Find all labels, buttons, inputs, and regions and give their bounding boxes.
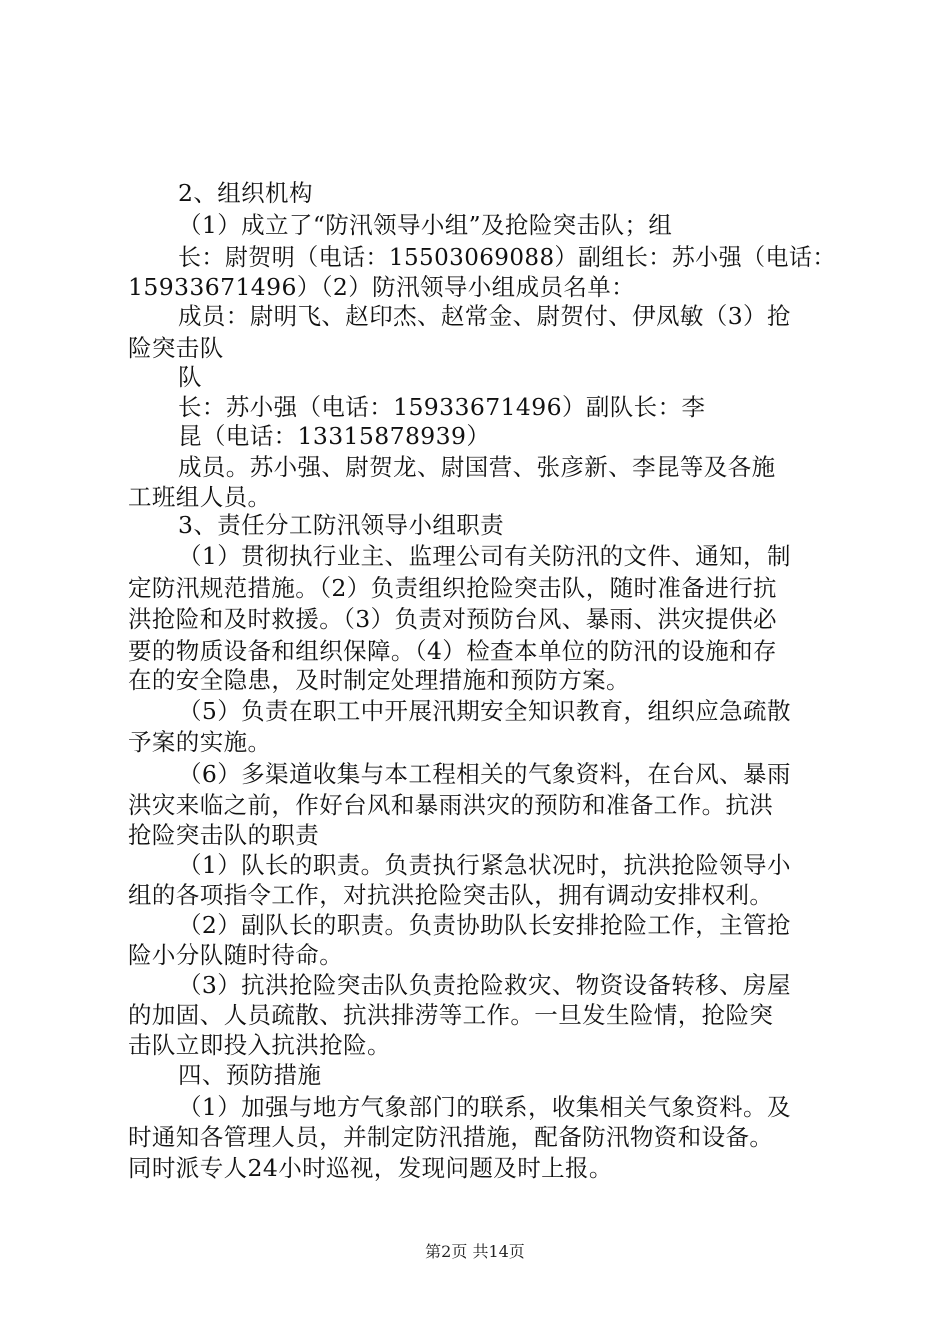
body-line: 在的安全隐患，及时制定处理措施和预防方案。 xyxy=(128,666,630,694)
body-line: 昆（电话：13315878939） xyxy=(178,422,491,450)
body-line: 同时派专人24小时巡视，发现问题及时上报。 xyxy=(128,1154,613,1182)
section-heading-prevention: 四、预防措施 xyxy=(178,1061,322,1089)
body-line: 成员。苏小强、尉贺龙、尉国营、张彦新、李昆等及各施 xyxy=(178,453,776,481)
body-line: 组的各项指令工作，对抗洪抢险突击队，拥有调动安排权利。 xyxy=(128,881,774,909)
body-line: （1）加强与地方气象部门的联系，收集相关气象资料。及 xyxy=(178,1093,791,1121)
body-line: （6）多渠道收集与本工程相关的气象资料，在台风、暴雨 xyxy=(178,760,791,788)
body-line: 的加固、人员疏散、抗洪排涝等工作。一旦发生险情，抢险突 xyxy=(128,1001,774,1029)
body-line: 要的物质设备和组织保障。（4）检查本单位的防汛的设施和存 xyxy=(128,637,777,665)
body-line: （1）成立了“防汛领导小组”及抢险突击队；组 xyxy=(178,211,673,239)
body-line: 洪抢险和及时救援。（3）负责对预防台风、暴雨、洪灾提供必 xyxy=(128,605,777,633)
body-line: （5）负责在职工中开展汛期安全知识教育，组织应急疏散 xyxy=(178,697,791,725)
body-line: （2）副队长的职责。负责协助队长安排抢险工作，主管抢 xyxy=(178,911,791,939)
body-line: 时通知各管理人员，并制定防汛措施，配备防汛物资和设备。 xyxy=(128,1123,774,1151)
body-line: 15933671496）（2）防汛领导小组成员名单： xyxy=(128,273,636,301)
body-line: （3）抗洪抢险突击队负责抢险救灾、物资设备转移、房屋 xyxy=(178,971,791,999)
body-line: 抢险突击队的职责 xyxy=(128,821,320,849)
body-line: 险突击队 xyxy=(128,334,224,362)
body-line: 予案的实施。 xyxy=(128,728,272,756)
body-line: 长：尉贺明（电话：15503069088）副组长：苏小强（电话： xyxy=(178,243,836,271)
body-line: （1）贯彻执行业主、监理公司有关防汛的文件、通知，制 xyxy=(178,542,791,570)
body-line: 险小分队随时待命。 xyxy=(128,941,344,969)
section-heading-organization: 2、组织机构 xyxy=(178,179,313,207)
body-line: 洪灾来临之前，作好台风和暴雨洪灾的预防和准备工作。抗洪 xyxy=(128,791,774,819)
body-line: 成员：尉明飞、赵印杰、赵常金、尉贺付、伊凤敏（3）抢 xyxy=(178,302,791,330)
body-line: 工班组人员。 xyxy=(128,483,272,511)
body-line: 定防汛规范措施。（2）负责组织抢险突击队，随时准备进行抗 xyxy=(128,574,777,602)
body-line: 长：苏小强（电话：15933671496）副队长：李 xyxy=(178,393,706,421)
body-line: （1）队长的职责。负责执行紧急状况时，抗洪抢险领导小 xyxy=(178,851,791,879)
page-number-footer: 第2页 共14页 xyxy=(425,1242,525,1261)
section-heading-responsibilities: 3、责任分工防汛领导小组职责 xyxy=(178,511,505,539)
body-line: 队 xyxy=(178,363,202,391)
body-line: 击队立即投入抗洪抢险。 xyxy=(128,1031,391,1059)
